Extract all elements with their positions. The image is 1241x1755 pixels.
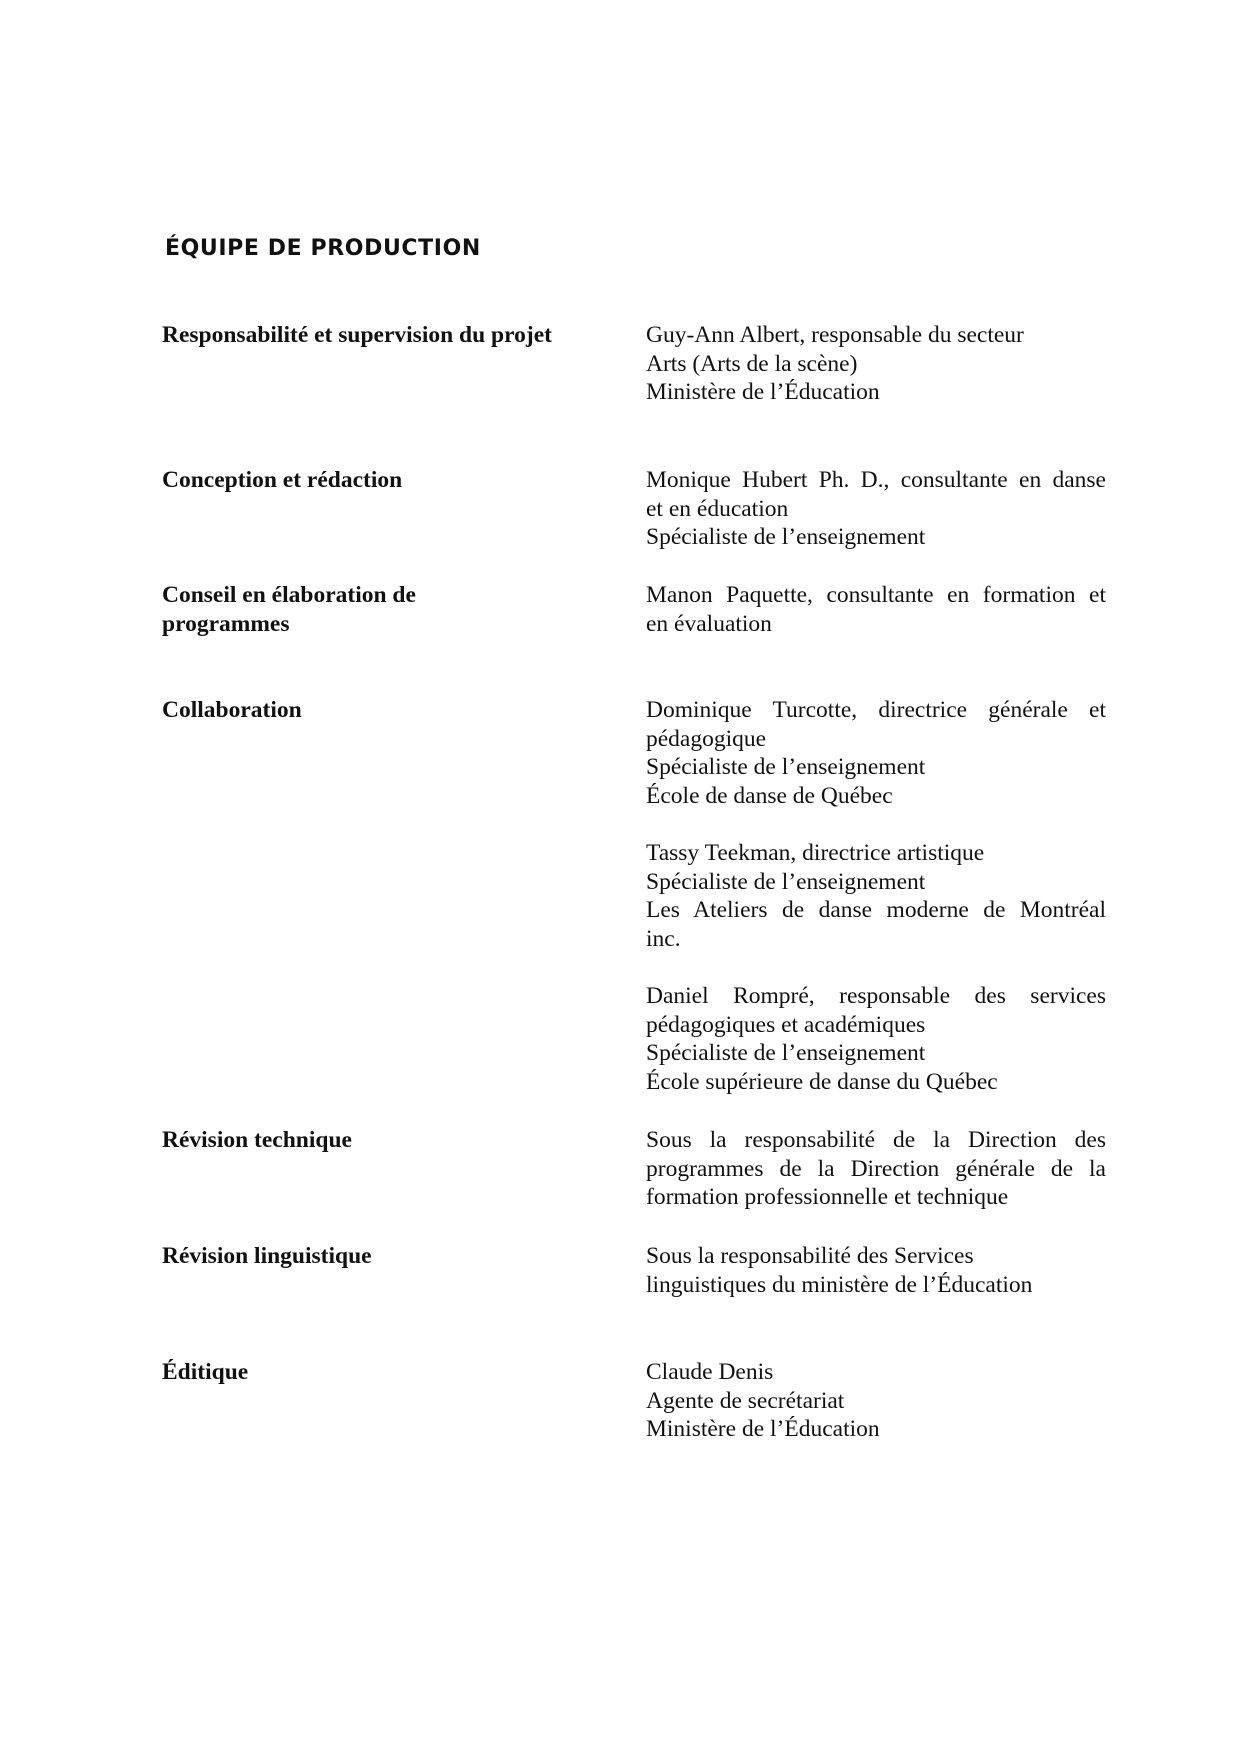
value-line: Spécialiste de l’enseignement: [646, 1040, 926, 1066]
collaboration-entry-2: [646, 839, 1106, 953]
section-label-revision-linguistique: Révision linguistique: [162, 1243, 372, 1269]
value-line: pédagogiques et académiques: [646, 1011, 926, 1038]
value-line: en évaluation: [646, 610, 772, 637]
value-line: Claude Denis: [646, 1359, 774, 1385]
value-line: Sous la responsabilité des Services: [646, 1243, 974, 1269]
section-value-conception: [646, 466, 1106, 552]
value-line: inc.: [646, 925, 681, 952]
section-label-revision-technique: Révision technique: [162, 1127, 352, 1153]
value-line: Agente de secrétariat: [646, 1387, 845, 1414]
value-line: pédagogique: [646, 725, 767, 752]
value-line: Ministère de l’Éducation: [646, 1416, 880, 1442]
value-line: École supérieure de danse du Québec: [646, 1068, 998, 1095]
section-label-responsabilite: Responsabilité et supervision du projet: [162, 322, 552, 348]
value-line: Ministère de l’Éducation: [646, 379, 880, 405]
section-label-conseil: [162, 581, 602, 639]
value-line: Guy-Ann Albert, responsable du secteur: [646, 322, 1024, 348]
section-label-editique: Éditique: [162, 1359, 249, 1385]
section-value-revision-linguistique: [646, 1242, 1106, 1299]
section-value-revision-technique: [646, 1126, 1106, 1212]
value-line: École de danse de Québec: [646, 782, 893, 809]
value-line: Daniel Rompré, responsable des services: [646, 983, 1106, 1009]
value-line: et en éducation: [646, 495, 789, 522]
value-line: linguistiques du ministère de l’Éducation: [646, 1271, 1033, 1298]
value-line: Monique Hubert Ph. D., consultante en danse: [646, 467, 1106, 493]
section-label-collaboration: Collaboration: [162, 697, 302, 723]
value-line: Spécialiste de l’enseignement: [646, 524, 926, 550]
label-line: Conseil en élaboration de: [162, 582, 416, 608]
label-line: programmes: [162, 611, 290, 637]
value-line: Sous la responsabilité de la Direction des: [646, 1127, 1106, 1153]
section-value-responsabilite: [646, 321, 1106, 407]
value-line: Arts (Arts de la scène): [646, 350, 858, 377]
value-line: Dominique Turcotte, directrice générale et: [646, 697, 1106, 723]
value-line: Spécialiste de l’enseignement: [646, 754, 926, 780]
section-label-conception: Conception et rédaction: [162, 467, 403, 493]
section-value-conseil: [646, 581, 1106, 638]
value-line: Manon Paquette, consultante en formation et: [646, 582, 1106, 608]
value-line: Tassy Teekman, directrice artistique: [646, 840, 985, 866]
collaboration-entry-3: [646, 982, 1106, 1096]
collaboration-entry-1: [646, 696, 1106, 810]
value-line: formation professionnelle et technique: [646, 1184, 1009, 1210]
value-line: Spécialiste de l’enseignement: [646, 868, 926, 895]
value-line: programmes de la Direction générale de la: [646, 1155, 1106, 1182]
section-value-editique: [646, 1358, 1106, 1444]
page-title: ÉQUIPE DE PRODUCTION: [165, 236, 481, 261]
value-line: Les Ateliers de danse moderne de Montréal: [646, 897, 1106, 923]
